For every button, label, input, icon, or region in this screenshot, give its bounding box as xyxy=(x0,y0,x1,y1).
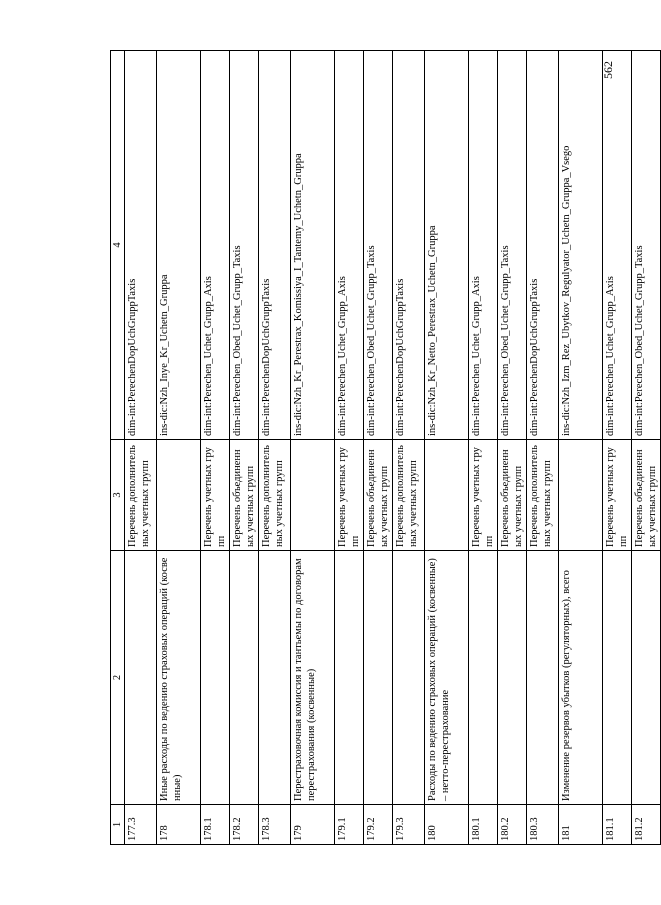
row-code-cell: dim-int:PerechenDopUchGruppTaxis xyxy=(393,51,425,440)
row-number-cell: 178.2 xyxy=(230,805,259,845)
row-code-cell: dim-int:Perechen_Uchet_Grupp_Axis xyxy=(335,51,364,440)
row-number-cell: 177.3 xyxy=(125,805,157,845)
row-description-cell: Перечень дополнительных учетных групп xyxy=(125,440,157,551)
row-name-cell xyxy=(125,551,157,805)
table-body xyxy=(111,51,661,845)
row-description-cell: Перечень дополнительных учетных групп xyxy=(393,440,425,551)
row-description-cell: Перечень дополнительных учетных групп xyxy=(259,440,291,551)
row-number-cell: 178.1 xyxy=(201,805,230,845)
table-row xyxy=(157,51,201,845)
table-row xyxy=(498,51,527,845)
row-code-cell: dim-int:PerechenDopUchGruppTaxis xyxy=(259,51,291,440)
data-table xyxy=(110,50,661,845)
row-code-cell: dim-int:Perechen_Uchet_Grupp_Axis xyxy=(603,51,632,440)
row-name-cell xyxy=(469,551,498,805)
row-name-cell xyxy=(603,551,632,805)
row-number-cell: 180.3 xyxy=(527,805,559,845)
row-description-cell xyxy=(157,440,201,551)
row-code-cell: dim-int:Perechen_Obed_Uchet_Grupp_Taxis xyxy=(230,51,259,440)
row-name-cell xyxy=(201,551,230,805)
table-row xyxy=(425,51,469,845)
row-description-cell: Перечень объединенных учетных групп xyxy=(498,440,527,551)
row-code-cell: dim-int:PerechenDopUchGruppTaxis xyxy=(125,51,157,440)
row-name-cell xyxy=(393,551,425,805)
header-cell-3: 3 xyxy=(111,440,125,551)
row-description-cell xyxy=(291,440,335,551)
row-number-cell: 181 xyxy=(559,805,603,845)
row-number-cell: 180.1 xyxy=(469,805,498,845)
row-description-cell xyxy=(559,440,603,551)
row-number-cell: 179 xyxy=(291,805,335,845)
table-row xyxy=(603,51,632,845)
row-code-cell: dim-int:PerechenDopUchGruppTaxis xyxy=(527,51,559,440)
table-row xyxy=(527,51,559,845)
table-row xyxy=(230,51,259,845)
table-row xyxy=(469,51,498,845)
row-description-cell: Перечень объединенных учетных групп xyxy=(364,440,393,551)
row-code-cell: ins-dic:Nzh_Kr_Perestrax_Komissiya_I_Tantemy_Uchetn_Gruppa xyxy=(291,51,335,440)
row-code-cell: dim-int:Perechen_Obed_Uchet_Grupp_Taxis xyxy=(364,51,393,440)
row-description-cell: Перечень объединенных учетных групп xyxy=(632,440,661,551)
header-row xyxy=(111,51,125,845)
row-number-cell: 178.3 xyxy=(259,805,291,845)
table-row xyxy=(201,51,230,845)
row-name-cell: Изменение резервов убытков (регуляторных), всего xyxy=(559,551,603,805)
header-cell-1: 1 xyxy=(111,805,125,845)
row-number-cell: 179.3 xyxy=(393,805,425,845)
row-description-cell xyxy=(425,440,469,551)
row-description-cell: Перечень учетных групп xyxy=(201,440,230,551)
row-description-cell: Перечень объединенных учетных групп xyxy=(230,440,259,551)
row-code-cell: ins-dic:Nzh_Kr_Netto_Perestrax_Uchetn_Gruppa xyxy=(425,51,469,440)
row-name-cell xyxy=(364,551,393,805)
table-row xyxy=(364,51,393,845)
row-code-cell: dim-int:Perechen_Obed_Uchet_Grupp_Taxis xyxy=(632,51,661,440)
table-row xyxy=(393,51,425,845)
row-number-cell: 179.1 xyxy=(335,805,364,845)
row-code-cell: ins-dic:Nzh_Inye_Kr_Uchetn_Gruppa xyxy=(157,51,201,440)
row-number-cell: 180.2 xyxy=(498,805,527,845)
row-number-cell: 180 xyxy=(425,805,469,845)
table-row xyxy=(632,51,661,845)
row-code-cell: dim-int:Perechen_Obed_Uchet_Grupp_Taxis xyxy=(498,51,527,440)
table-row xyxy=(335,51,364,845)
table-row xyxy=(259,51,291,845)
row-name-cell xyxy=(335,551,364,805)
row-description-cell: Перечень дополнительных учетных групп xyxy=(527,440,559,551)
page-number: 562 xyxy=(601,61,615,79)
row-code-cell: dim-int:Perechen_Uchet_Grupp_Axis xyxy=(469,51,498,440)
header-cell-2: 2 xyxy=(111,551,125,805)
row-name-cell xyxy=(632,551,661,805)
row-name-cell xyxy=(259,551,291,805)
table-row xyxy=(559,51,603,845)
row-name-cell: Перестраховочная комиссия и тантьемы по договорам перестрахования (косвенные) xyxy=(291,551,335,805)
row-name-cell: Иные расходы по ведению страховых операций (косвенные) xyxy=(157,551,201,805)
row-name-cell xyxy=(498,551,527,805)
row-name-cell xyxy=(527,551,559,805)
row-description-cell: Перечень учетных групп xyxy=(335,440,364,551)
row-description-cell: Перечень учетных групп xyxy=(603,440,632,551)
row-code-cell: dim-int:Perechen_Uchet_Grupp_Axis xyxy=(201,51,230,440)
row-number-cell: 179.2 xyxy=(364,805,393,845)
row-code-cell: ins-dic:Nzh_Izm_Rez_Ubytkov_Regulyator_Uchetn_Gruppa_Vsego xyxy=(559,51,603,440)
row-name-cell xyxy=(230,551,259,805)
row-number-cell: 178 xyxy=(157,805,201,845)
row-description-cell: Перечень учетных групп xyxy=(469,440,498,551)
row-number-cell: 181.1 xyxy=(603,805,632,845)
table-row xyxy=(291,51,335,845)
header-cell-4: 4 xyxy=(111,51,125,440)
row-number-cell: 181.2 xyxy=(632,805,661,845)
table-row xyxy=(125,51,157,845)
row-name-cell: Расходы по ведению страховых операций (косвенные) – нетто-перестрахование xyxy=(425,551,469,805)
